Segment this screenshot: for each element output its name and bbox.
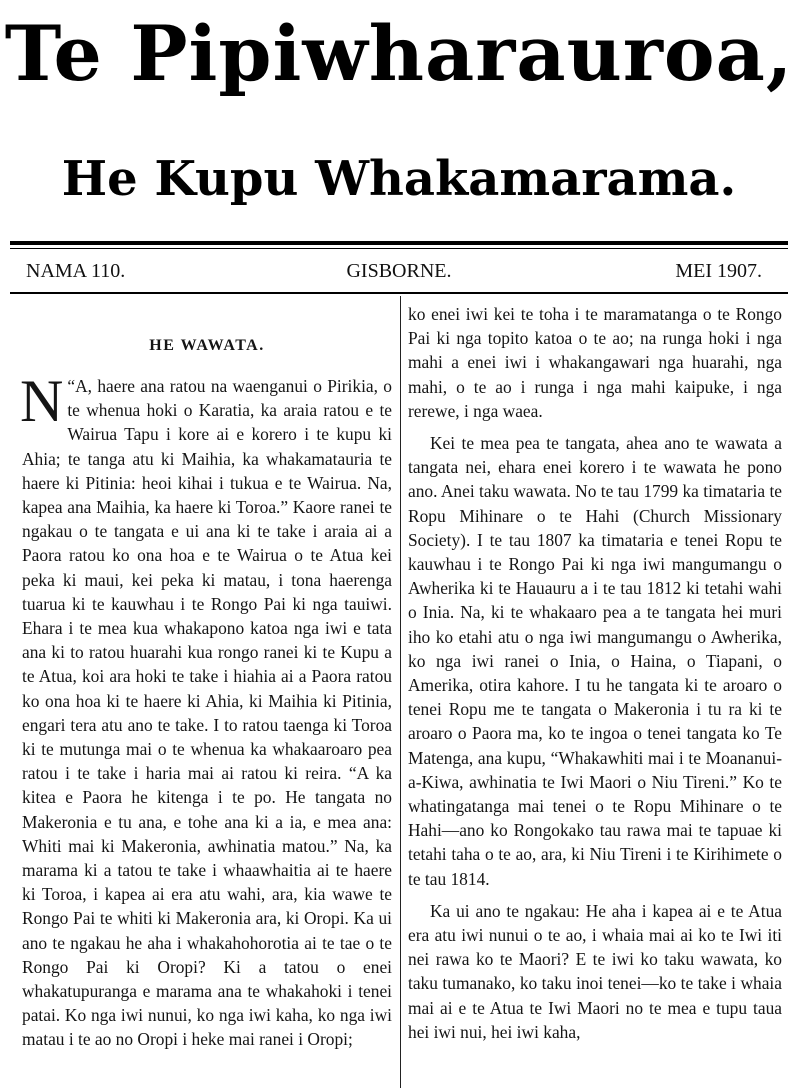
masthead-subtitle: He Kupu Whakamarama. — [61, 151, 737, 207]
article-opening-paragraph — [20, 368, 392, 1052]
article-heading: HE WAWATA. — [149, 337, 265, 354]
right-column — [408, 302, 782, 1044]
dateline-rule — [10, 292, 788, 294]
paragraph-wawata: Kei te mea pea te tangata, ahea ano te wawata a tangata nei, ehara enei korero i te wawata he pono ano. Anei taku wawata. No te tau 1799 ka timataria te Ropu Mihinare o te Hahi (Church Missionary Society). I te tau 1807 ka timataria e tenei Ropu te kauwhau i te Rongo Pai ki nga iwi mangumangu o Awherika ki te Hauauru a i te tau 1812 ki tetahi wahi o Inia. Na, ki te whakaaro pea a te tangata hei muri iho ko etahi atu o nga iwi mangumangu o Awherika, ko nga iwi ranei o Inia, o Haina, o Tiapani, o Amerika, otira kahore. I tu he tangata ki te aroaro o tenei Ropu me te tangata o Makeronia i tu ra ki te aroaro o Paora ma, ko te ingoa o tenei tangata ko Te Matenga, ana kupu, “Whakawhiti mai i te Moananui-a-Kiwa, awhinatia te Iwi Maori o Niu Tireni.” Ko te whatingatanga mai tenei o te Ropu Mihinare o te Hahi—ano ko Rongokako tau rawa mai te tapuae ki tetahi taha o te ao, ara, ki Niu Tireni i te Kirihimete o te tau 1814. — [408, 433, 782, 889]
column-divider — [400, 296, 401, 1088]
masthead-title: Te Pipiwharauroa, — [4, 9, 794, 98]
left-column — [22, 300, 392, 1052]
paragraph-continued: ko enei iwi kei te toha i te maramatanga o te Rongo Pai ki nga topito katoa o te ao; na runga hoki i nga mahi a enei iwi i whakangawari nga huarahi, nga mahi, o te ao i runga i nga mahi kaipuke, i nga rerewe, i nga waea. — [408, 304, 782, 421]
masthead-rule-thick — [10, 241, 788, 245]
issue-number: NAMA 110. — [26, 260, 126, 282]
paragraph-inoi: Ka ui ano te ngakau: He aha i kapea ai e te Atua era atu iwi nunui o te ao, i whaia mai ai ko te Iwi iti nei rawa ko te Maori? E te iwi ko taku wawata, ko taku tumanako, ko taku inoi tenei—ko te take i whaia mai ai e te Atua te Iwi Maori no te mea e tupu taua hei iwi nui, hei iwi kaha, — [408, 900, 782, 1042]
opening-quote: “ — [67, 376, 76, 396]
opening-paragraph-text: A, haere ana ratou na waenganui o Pirikia, o te whenua hoki o Karatia, ka araia ratou e te Wairua Tapu i kore ai e korero i te kupu ki Ahia; te tanga atu ki Maihia, ka whakamatauria te haere ki Pitinia: heoi kihai i tukua e te Wairua. Na, kapea ana Maihia, ka haere ki Toroa.” Kaore ranei te ngakau o te tangata e ui ana ki te take i araia ai a Paora ratou ko ona hoa e te Wairua o te Atua kei peka ki maui, kei peka ki matau, i tona haerenga tuarua ki te kauwhau i te Rongo Pai ki nga tauiwi. Ehara i te mea kua whakapono katoa nga iwi e tata ana ki to ratou huarahi kua rongo ranei ki te Kupu a te Atua, koi ara hoki te take i hiahia ai a Paora ratou ko ona hoa ki te haere ki Ahia, ki Maihia ki Pitinia, engari tera atu ano te take. I to ratou taenga ki Toroa ki te mutunga mai o te whenua ka whakaaroaro pea ratou i te take i haria mai ai ratou ki reira. “A ka kitea e Paora he kitenga i te po. He tangata no Makeronia e tu ana, e tohe ana ki a ia, e mea ana: Whiti mai ki Makeronia, awhinatia matou.” Na, ka marama ki a tatou te take i whaawhaitia ai te haere ki Toroa, i kapea ai era atu wahi, ara, kia wawe te Rongo Pai te whiti ki Makeronia ara, ki Oropi. Ka ui ano te ngakau he aha i whakahohorotia ai te tae o te Rongo Pai ki Oropi? Ki a tatou o enei whakatupuranga e marama ana te whakahoki i tenei patai. Ko nga iwi nunui, ko nga iwi kaha, ko nga iwi matau i te ao no Oropi i heke mai ranei i Oropi; — [22, 376, 392, 1050]
masthead-rule-thin — [10, 248, 788, 249]
issue-date: MEI 1907. — [675, 260, 762, 282]
publication-place: GISBORNE. — [346, 260, 452, 282]
drop-cap: N — [20, 368, 64, 434]
